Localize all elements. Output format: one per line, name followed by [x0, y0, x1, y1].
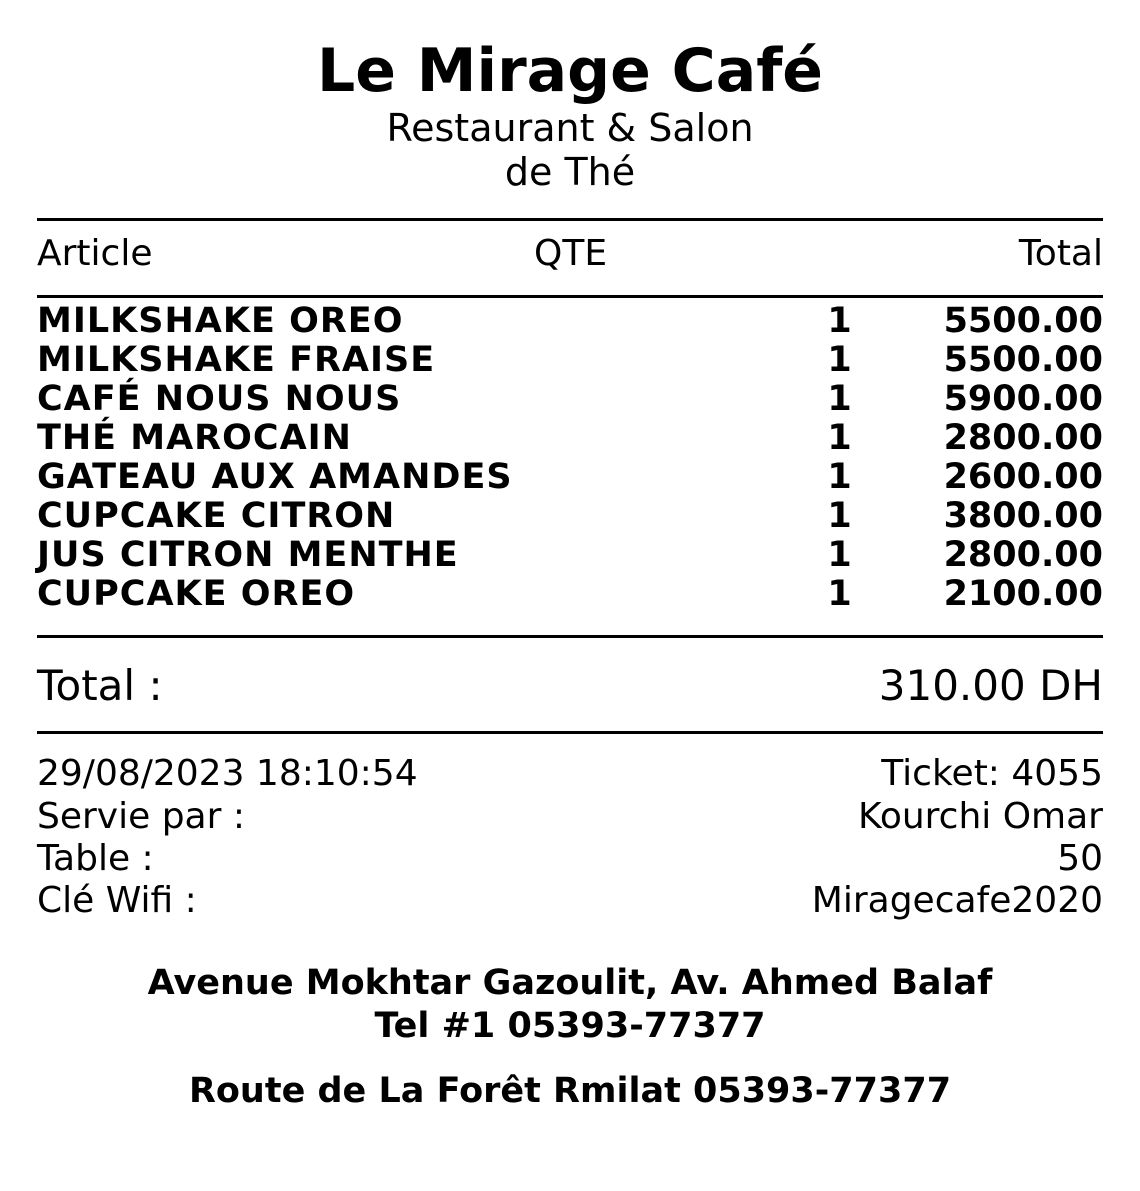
item-amount: 5500.00: [943, 301, 1103, 341]
meta-row-datetime: [37, 752, 1103, 795]
receipt-header: [37, 0, 1103, 194]
footer-phone: Tel #1 05393-77377: [374, 1006, 766, 1046]
brand-subtitle-line1: Restaurant & Salon: [386, 106, 754, 150]
brand-name: Le Mirage Café: [316, 36, 823, 106]
ticket-number: Ticket: 4055: [881, 753, 1103, 794]
divider-total: [37, 731, 1103, 734]
item-qty: 1: [827, 574, 853, 614]
item-amount: 2800.00: [943, 418, 1103, 458]
item-name: CAFÉ NOUS NOUS: [37, 379, 402, 419]
total-row: [37, 660, 1103, 712]
item-row: [37, 575, 1103, 614]
table-value: 50: [1057, 838, 1103, 879]
meta-row-wifi: [37, 879, 1103, 921]
meta-row-table: [37, 837, 1103, 879]
receipt-meta: [37, 752, 1103, 921]
wifi-value: Miragecafe2020: [811, 880, 1103, 921]
column-header-article: Article: [37, 233, 153, 274]
divider-top: [37, 218, 1103, 221]
divider-items: [37, 635, 1103, 638]
item-amount: 2600.00: [943, 457, 1103, 497]
item-amount: 2100.00: [943, 574, 1103, 614]
column-headers: [37, 232, 1103, 276]
item-name: MILKSHAKE OREO: [37, 301, 404, 341]
item-qty: 1: [827, 340, 853, 380]
item-list: [37, 302, 1103, 614]
footer-address: Avenue Mokhtar Gazoulit, Av. Ahmed Balaf: [147, 963, 993, 1003]
column-header-total: Total: [1018, 233, 1103, 274]
item-amount: 5500.00: [943, 340, 1103, 380]
table-label: Table :: [37, 838, 154, 879]
total-label: Total :: [37, 661, 163, 710]
item-qty: 1: [827, 301, 853, 341]
brand-subtitle-line2: de Thé: [504, 150, 636, 194]
item-row: [37, 302, 1103, 341]
item-row: [37, 380, 1103, 419]
item-row: [37, 341, 1103, 380]
item-name: MILKSHAKE FRAISE: [37, 340, 436, 380]
item-row: [37, 497, 1103, 536]
footer-spacer: [37, 1048, 1103, 1070]
item-name: THÉ MAROCAIN: [37, 418, 352, 458]
item-amount: 5900.00: [943, 379, 1103, 419]
item-qty: 1: [827, 496, 853, 536]
total-value: 310.00 DH: [878, 661, 1103, 710]
served-by-value: Kourchi Omar: [858, 796, 1103, 837]
item-name: CUPCAKE CITRON: [37, 496, 396, 536]
item-qty: 1: [827, 418, 853, 458]
item-row: [37, 536, 1103, 575]
wifi-label: Clé Wifi :: [37, 880, 197, 921]
item-qty: 1: [827, 535, 853, 575]
item-row: [37, 458, 1103, 497]
item-amount: 2800.00: [943, 535, 1103, 575]
item-qty: 1: [827, 379, 853, 419]
item-name: CUPCAKE OREO: [37, 574, 356, 614]
divider-header: [37, 295, 1103, 298]
item-name: GATEAU AUX AMANDES: [37, 457, 513, 497]
item-qty: 1: [827, 457, 853, 497]
receipt: [37, 0, 1103, 1111]
item-amount: 3800.00: [943, 496, 1103, 536]
item-row: [37, 419, 1103, 458]
item-name: JUS CITRON MENTHE: [37, 535, 459, 575]
footer-branch: Route de La Forêt Rmilat 05393-77377: [188, 1071, 952, 1111]
served-by-label: Servie par :: [37, 796, 245, 837]
meta-row-server: [37, 795, 1103, 837]
receipt-footer: [37, 962, 1103, 1113]
column-header-qty: QTE: [534, 233, 608, 274]
datetime: 29/08/2023 18:10:54: [37, 753, 418, 794]
